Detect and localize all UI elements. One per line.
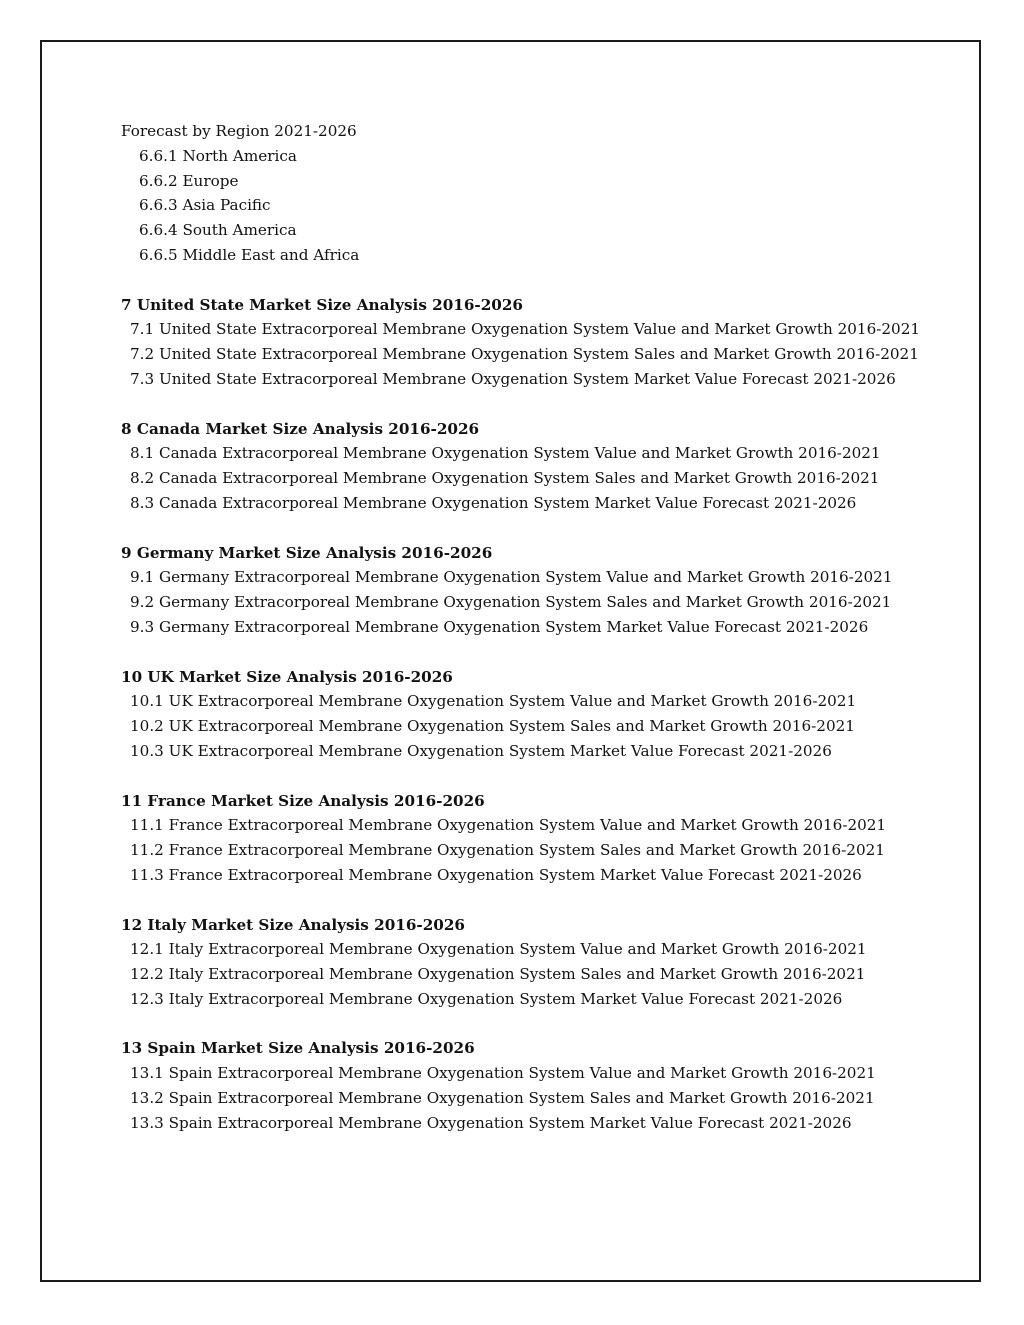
toc-item: 7.3 United State Extracorporeal Membrane Oxygenation System Market Value Forecast 2021-2026	[130, 369, 896, 388]
section-heading: 7 United State Market Size Analysis 2016-2026	[121, 295, 524, 314]
toc-item: 6.6.3 Asia Pacific	[139, 196, 271, 215]
toc-item: 7.2 United State Extracorporeal Membrane Oxygenation System Sales and Market Growth 2016-2021	[130, 345, 919, 364]
toc-item: 10.2 UK Extracorporeal Membrane Oxygenation System Sales and Market Growth 2016-2021	[130, 717, 855, 736]
toc-item: 6.6.4 South America	[139, 221, 297, 240]
toc-item: 11.2 France Extracorporeal Membrane Oxygenation System Sales and Market Growth 2016-2021	[130, 841, 885, 860]
table-of-contents	[121, 119, 921, 1136]
toc-item: 11.3 France Extracorporeal Membrane Oxygenation System Market Value Forecast 2021-2026	[130, 865, 862, 884]
toc-section-10	[121, 665, 921, 764]
section-heading: 13 Spain Market Size Analysis 2016-2026	[121, 1039, 475, 1058]
toc-item: 6.6.1 North America	[139, 146, 297, 165]
section-heading: 12 Italy Market Size Analysis 2016-2026	[121, 915, 465, 934]
toc-item: 9.3 Germany Extracorporeal Membrane Oxygenation System Market Value Forecast 2021-2026	[130, 617, 869, 636]
toc-item: 9.1 Germany Extracorporeal Membrane Oxygenation System Value and Market Growth 2016-2021	[130, 568, 893, 587]
toc-item: 10.3 UK Extracorporeal Membrane Oxygenation System Market Value Forecast 2021-2026	[130, 741, 832, 760]
toc-section-9	[121, 541, 921, 640]
toc-item: 12.1 Italy Extracorporeal Membrane Oxygenation System Value and Market Growth 2016-2021	[130, 940, 867, 959]
toc-section-7	[121, 293, 921, 392]
toc-item: 13.2 Spain Extracorporeal Membrane Oxygenation System Sales and Market Growth 2016-2021	[130, 1089, 875, 1108]
toc-item: 13.3 Spain Extracorporeal Membrane Oxygenation System Market Value Forecast 2021-2026	[130, 1113, 852, 1132]
toc-section-8	[121, 417, 921, 516]
section-heading: 11 France Market Size Analysis 2016-2026	[121, 791, 485, 810]
section-heading: 9 Germany Market Size Analysis 2016-2026	[121, 543, 493, 562]
toc-item: 12.2 Italy Extracorporeal Membrane Oxygenation System Sales and Market Growth 2016-2021	[130, 965, 866, 984]
toc-item: 7.1 United State Extracorporeal Membrane Oxygenation System Value and Market Growth 2016-2021	[130, 320, 921, 339]
toc-item: 11.1 France Extracorporeal Membrane Oxygenation System Value and Market Growth 2016-2021	[130, 816, 887, 835]
toc-item: 8.3 Canada Extracorporeal Membrane Oxygenation System Market Value Forecast 2021-2026	[130, 493, 857, 512]
section-heading: 8 Canada Market Size Analysis 2016-2026	[121, 419, 480, 438]
toc-item: 8.1 Canada Extracorporeal Membrane Oxygenation System Value and Market Growth 2016-2021	[130, 444, 881, 463]
toc-item: 6.6.2 Europe	[139, 171, 239, 190]
toc-continuation-line: Forecast by Region 2021-2026	[121, 122, 357, 140]
toc-item: 9.2 Germany Extracorporeal Membrane Oxygenation System Sales and Market Growth 2016-2021	[130, 593, 892, 612]
toc-item: 8.2 Canada Extracorporeal Membrane Oxygenation System Sales and Market Growth 2016-2021	[130, 469, 880, 488]
toc-section-11	[121, 789, 921, 888]
toc-item: 13.1 Spain Extracorporeal Membrane Oxygenation System Value and Market Growth 2016-2021	[130, 1064, 876, 1083]
toc-item: 12.3 Italy Extracorporeal Membrane Oxygenation System Market Value Forecast 2021-2026	[130, 989, 843, 1008]
toc-item: 10.1 UK Extracorporeal Membrane Oxygenation System Value and Market Growth 2016-2021	[130, 692, 857, 711]
section-heading: 10 UK Market Size Analysis 2016-2026	[121, 667, 453, 686]
toc-item: 6.6.5 Middle East and Africa	[139, 245, 360, 264]
toc-section-13	[121, 1036, 921, 1135]
toc-section-12	[121, 913, 921, 1012]
